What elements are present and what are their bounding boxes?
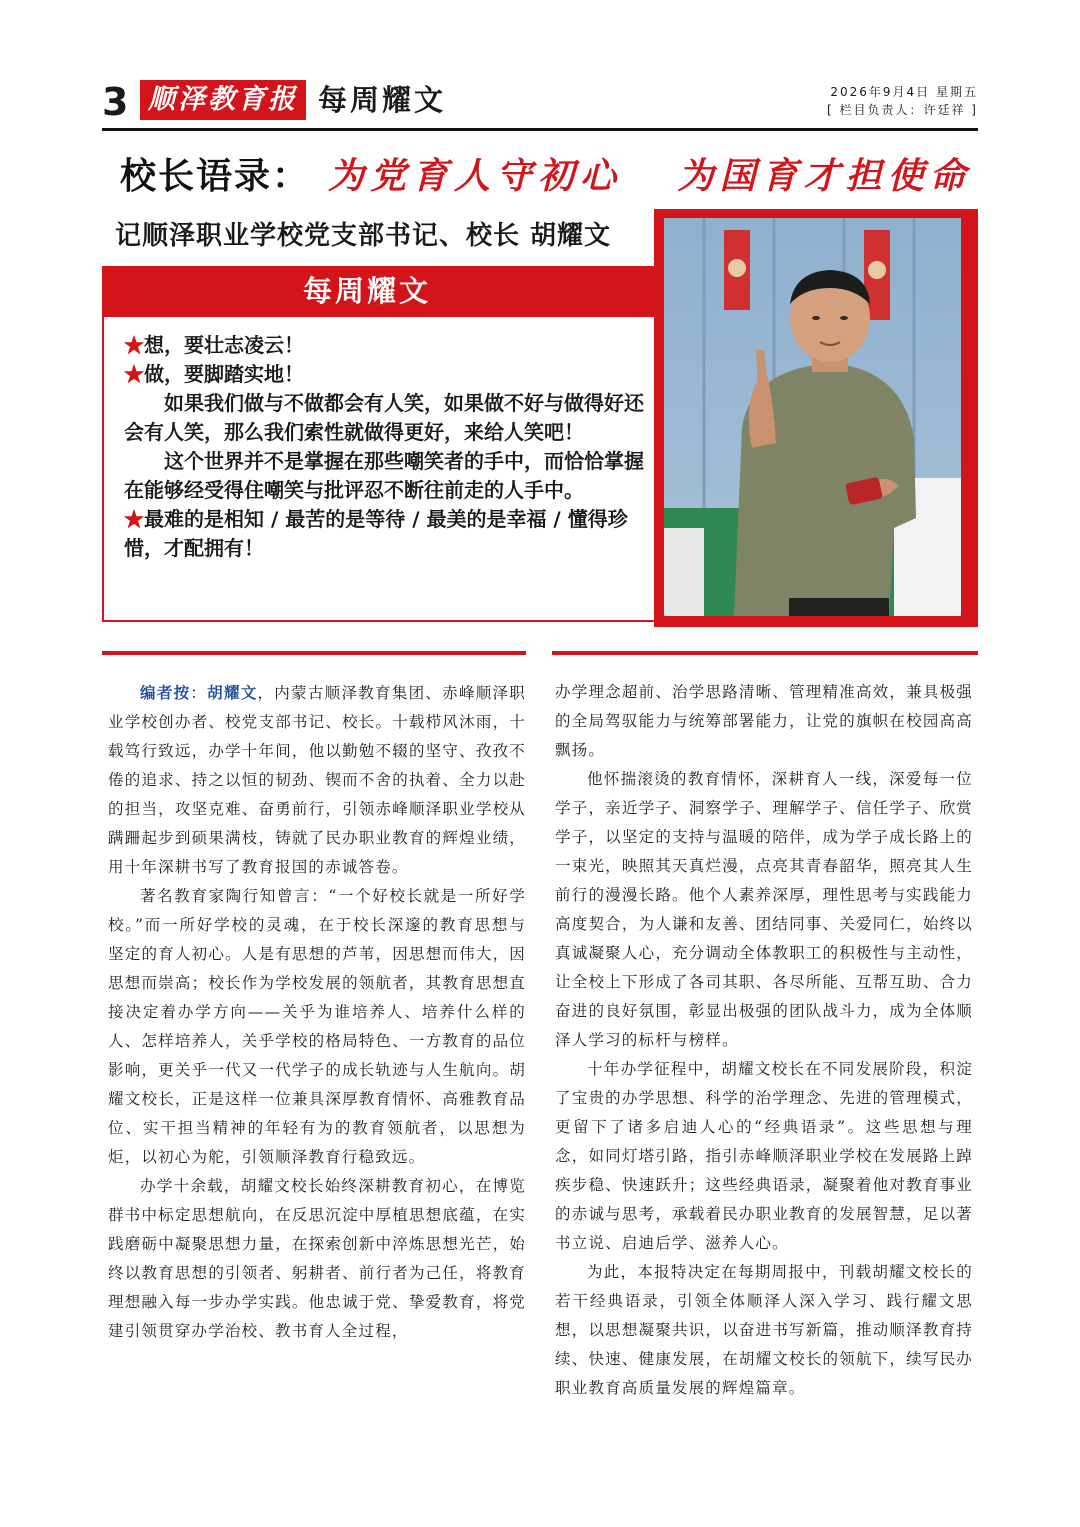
article-paragraph: 编者按：胡耀文，内蒙古顺泽教育集团、赤峰顺泽职业学校创办者、校党支部书记、校长。十载栉风沐雨，十载笃行致远，办学十年间，他以勤勉不辍的坚守、孜孜不倦的追求、持之以恒的韧劲、锲而不舍的执着、全力以赴的担当，攻坚克难、奋勇前行，引领赤峰顺泽职业学校从蹒跚起步到硕果满枝，铸就了民办职业教育的辉煌业绩，用十年深耕书写了教育报国的赤诚答卷。 [108,683,526,876]
article-right-column [555,678,973,1403]
article-paragraph: 办学十余载，胡耀文校长始终深耕教育初心，在博览群书中标定思想航向，在反思沉淀中厚植思想底蕴，在实践磨砺中凝聚思想力量，在探索创新中淬炼思想光芒，始终以教育思想的引领者、躬耕者、前行者为己任，将教育理想融入每一步办学实践。他忠诚于党、挚爱教育，将党建引领贯穿办学治校、教书育人全过程， [108,1177,526,1340]
article-paragraph: 他怀揣滚烫的教育情怀，深耕育人一线，深爱每一位学子，亲近学子、洞察学子、理解学子、信任学子、欣赏学子，以坚定的支持与温暖的陪伴，成为学子成长路上的一束光，映照其天真烂漫，点亮其青春韶华，照亮其人生前行的漫漫长路。他个人素养深厚，理性思考与实践能力高度契合，为人谦和友善、团结同事、关爱同仁，始终以真诚凝聚人心，充分调动全体教职工的积极性与主动性，让全校上下形成了各司其职、各尽所能、互帮互助、合力奋进的良好氛围，彰显出极强的团队战斗力，成为全体顺泽人学习的标杆与榜样。 [555,770,973,1049]
quote-line: ★想，要壮志凌云！ [124,333,304,357]
issue-date: 2026年9月4日 星期五 [830,85,978,99]
principal-name: 胡耀文 [207,683,258,702]
article-left-column [108,678,526,1346]
star-icon: ★ [124,333,144,357]
article-paragraph: 办学理念超前、治学思路清晰、管理精准高效，兼具极强的全局驾驭能力与统筹部署能力，让党的旗帜在校园高高飘扬。 [555,683,973,759]
subheadline: 记顺泽职业学校党支部书记、校长 胡耀文 [115,221,612,251]
page-number: 3 [102,80,129,124]
article-paragraph: 著名教育家陶行知曾言：“一个好校长就是一所好学校。”而一所好学校的灵魂，在于校长深邃的教育思想与坚定的育人初心。人是有思想的芦苇，因思想而伟大，因思想而崇高；校长作为学校发展的领航者，其教育思想直接决定着办学方向——关乎为谁培养人、培养什么样的人、怎样培养人，关乎学校的格局特色、一方教育的品位影响，更关乎一代又一代学子的成长轨迹与人生航向。胡耀文校长，正是这样一位兼具深厚教育情怀、高雅教育品位、实干担当精神的年轻有为的教育领航者，以思想为炬，以初心为舵，引领顺泽教育行稳致远。 [108,887,526,1166]
header-divider [102,128,978,131]
headline-label: 校长语录： [120,156,311,197]
quote-paragraph: 这个世界并不是掌握在那些嘲笑者的手中，而恰恰掌握在能够经受得住嘲笑与批评忍不断往前走的人手中。 [124,449,644,502]
article-paragraph: 十年办学征程中，胡耀文校长在不同发展阶段，积淀了宝贵的办学思想、科学的治学理念、先进的管理模式，更留下了诸多启迪人心的“经典语录”。这些思想与理念，如同灯塔引路，指引赤峰顺泽职业学校在发展路上踔疾步稳、快速跃升；这些经典语录，凝聚着他对教育事业的赤诚与思考，承载着民办职业教育的发展智慧，足以著书立说、启迪后学、滋养人心。 [555,1060,973,1252]
quote-line: ★做，要脚踏实地！ [124,362,304,386]
newspaper-masthead: 顺泽教育报 [140,80,306,120]
star-icon: ★ [124,362,144,386]
quote-line: ★最难的是相知 / 最苦的是等待 / 最美的是幸福 / 懂得珍惜，才配拥有！ [124,507,628,560]
section-band-label: 每周耀文 [302,274,431,308]
quote-paragraph: 如果我们做与不做都会有人笑，如果做不好与做得好还会有人笑，那么我们索性就做得更好，来给人笑吧！ [124,391,644,444]
column-editor: [ 栏目负责人：许廷祥 ] [827,103,978,117]
principal-photo [664,218,961,616]
editor-note-label: 编者按 [140,683,191,702]
article-paragraph: 为此，本报特决定在每期周报中，刊载胡耀文校长的若干经典语录，引领全体顺泽人深入学习、践行耀文思想，以思想凝聚共识，以奋进书写新篇，推动顺泽教育持续、快速、健康发展，在胡耀文校长的领航下，续写民办职业教育高质量发展的辉煌篇章。 [555,1263,973,1397]
column-name: 每周耀文 [318,83,447,117]
star-icon: ★ [124,507,144,531]
right-column-rule [552,651,978,655]
headline-slogan: 为党育人守初心 为国育才担使命 [328,155,972,197]
quotes-block [124,331,649,563]
left-column-rule [102,651,526,655]
photo-illustration [664,218,961,616]
